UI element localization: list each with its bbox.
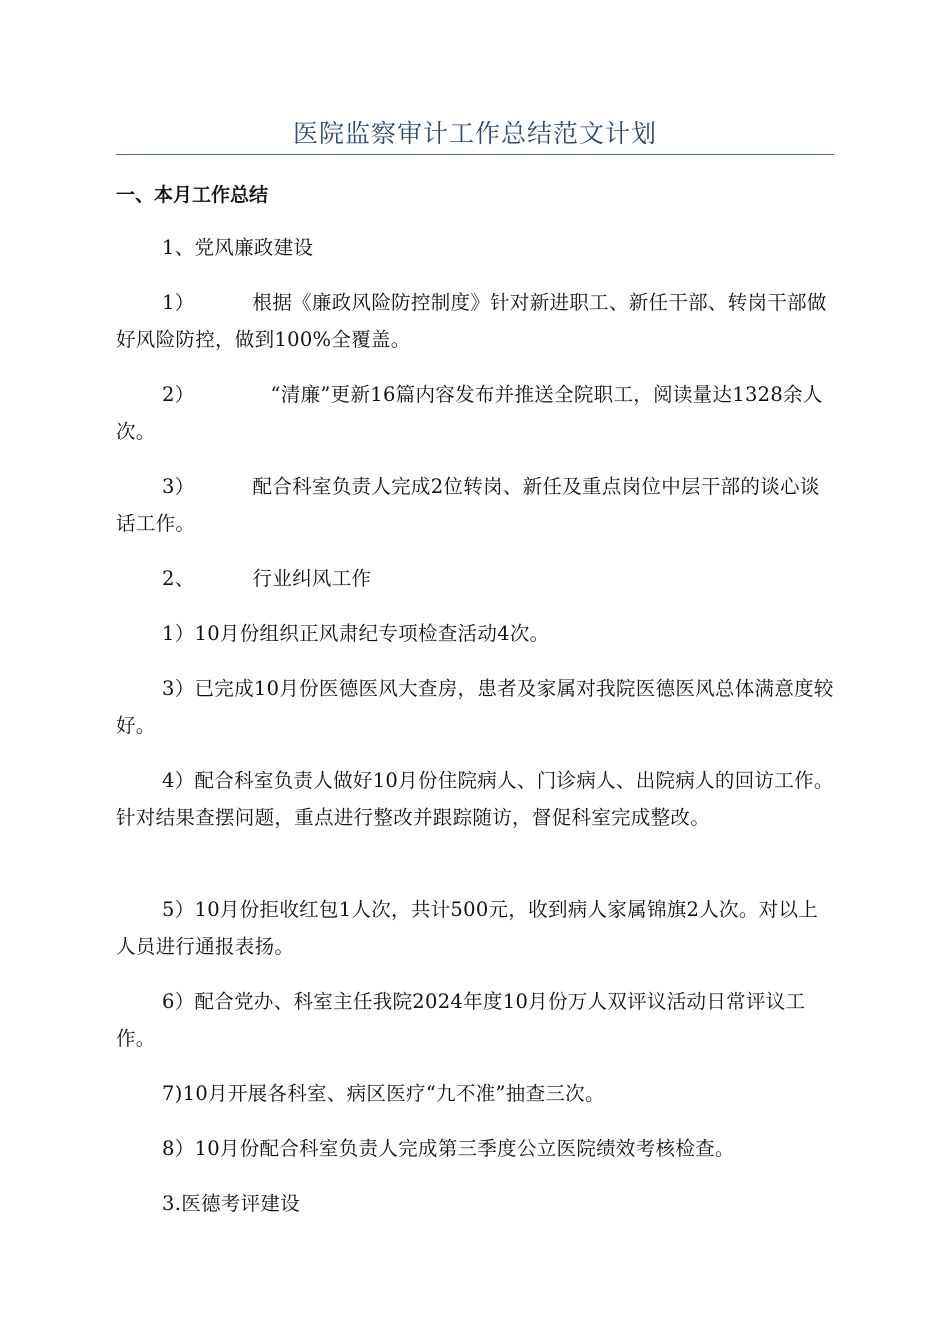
document-title: 医院监察审计工作总结范文计划	[292, 119, 657, 148]
sub2-text: 行业纠风工作	[252, 567, 372, 590]
subheading-medical-ethics: 3.医德考评建设	[162, 1192, 301, 1215]
paragraph-ward-round: 3）已完成10月份医德医风大查房，患者及家属对我院医德医风总体满意度较好。	[116, 677, 834, 737]
subheading-industry-conduct	[116, 560, 834, 597]
paragraph-performance-review: 8）10月份配合科室负责人完成第三季度公立医院绩效考核检查。	[162, 1137, 735, 1160]
item-1-text: 根据《廉政风险防控制度》针对新进职工、新任干部、转岗干部做好风险防控，做到100%全覆盖。	[116, 291, 827, 351]
item-2-number: 2）	[162, 383, 195, 406]
item-3-number: 3）	[162, 475, 195, 498]
title-underline	[116, 154, 834, 155]
paragraph-nine-prohibitions: 7)10月开展各科室、病区医疗“九不准”抽查三次。	[162, 1082, 605, 1105]
item-2-text: “清廉”更新16篇内容发布并推送全院职工，阅读量达1328余人次。	[116, 383, 823, 443]
section-heading: 一、本月工作总结	[116, 184, 269, 206]
paragraph-item-1	[116, 284, 834, 358]
paragraph-item-2	[116, 376, 834, 450]
sub2-number: 2、	[162, 567, 195, 590]
paragraph-followup: 4）配合科室负责人做好10月份住院病人、门诊病人、出院病人的回访工作。针对结果查摆问题，重点进行整改并跟踪随访，督促科室完成整改。	[116, 769, 834, 829]
subheading-party-conduct: 1、党风廉政建设	[162, 236, 314, 259]
paragraph-inspection: 1）10月份组织正风肃纪专项检查活动4次。	[162, 622, 550, 645]
item-1-number: 1）	[162, 291, 195, 314]
item-3-text: 配合科室负责人完成2位转岗、新任及重点岗位中层干部的谈心谈话工作。	[116, 475, 820, 535]
paragraph-red-envelope: 5）10月份拒收红包1人次，共计500元，收到病人家属锦旗2人次。对以上人员进行通报表扬。	[116, 898, 819, 958]
paragraph-item-3	[116, 468, 834, 542]
paragraph-evaluation: 6）配合党办、科室主任我院2024年度10月份万人双评议活动日常评议工作。	[116, 990, 806, 1050]
